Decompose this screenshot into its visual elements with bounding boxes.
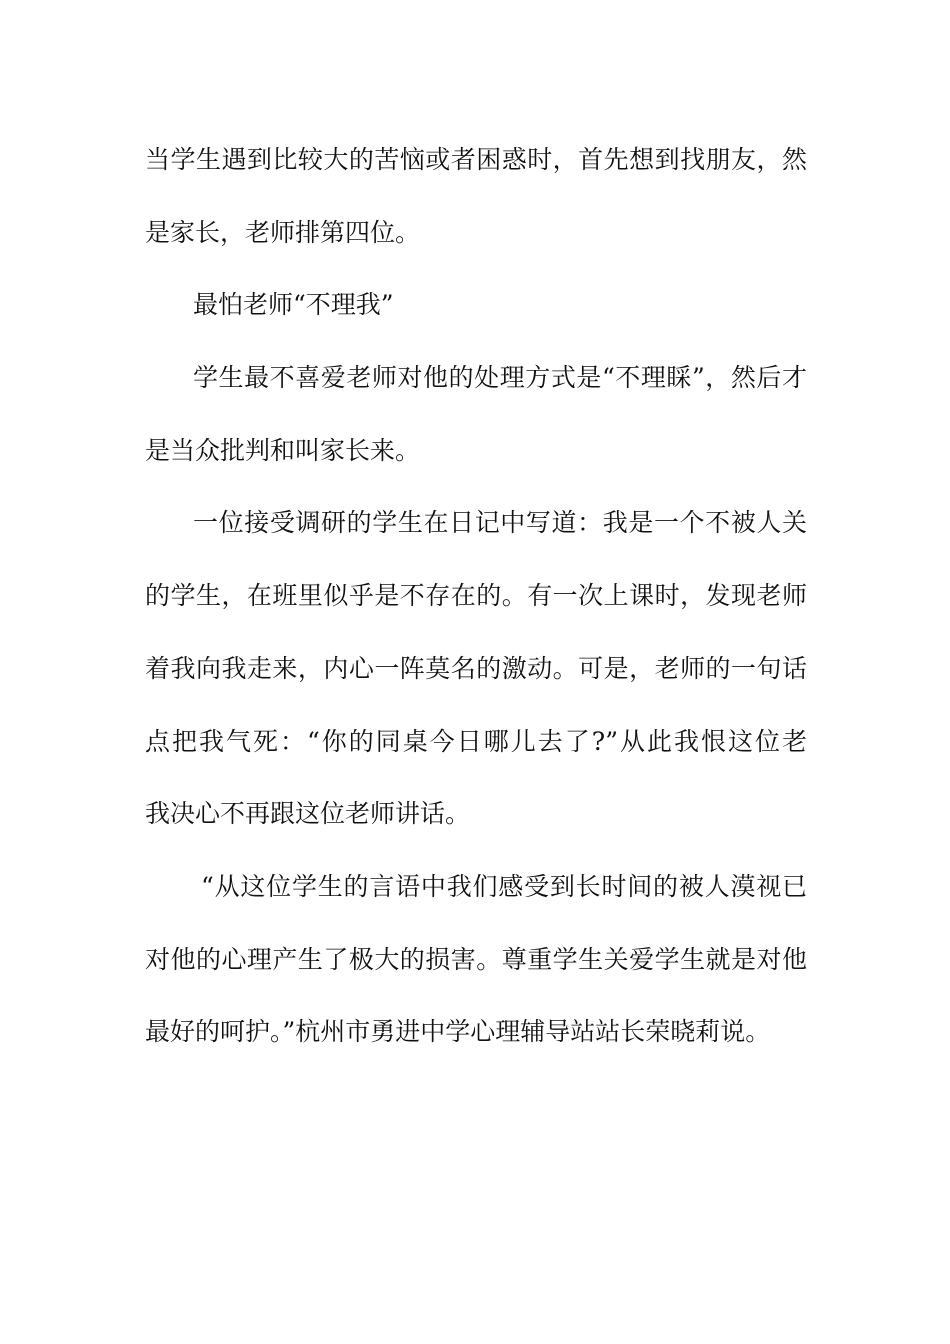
text-line: “从这位学生的言语中我们感受到长时间的被人漠视已 xyxy=(201,871,807,901)
text-line: 学生最不喜爱老师对他的处理方式是“不理睬”，然后才 xyxy=(193,363,807,393)
text-line: 着我向我走来，内心一阵莫名的激动。可是，老师的一句话 xyxy=(145,653,807,683)
section-heading: 最怕老师“不理我” xyxy=(193,290,394,320)
text-line: 对他的心理产生了极大的损害。尊重学生关爱学生就是对他 xyxy=(145,944,807,974)
text-line: 点把我气死：“你的同桌今日哪儿去了?”从此我恨这位老 xyxy=(145,726,807,756)
document-body xyxy=(145,124,807,1069)
text-line: 是当众批判和叫家长来。 xyxy=(145,435,421,465)
text-line: 当学生遇到比较大的苦恼或者困惑时，首先想到找朋友，然 xyxy=(145,145,807,174)
text-line: 一位接受调研的学生在日记中写道：我是一个不被人关 xyxy=(193,508,807,538)
text-line: 最好的呵护。”杭州市勇进中学心理辅导站站长荣晓莉说。 xyxy=(145,1017,771,1047)
text-line: 我决心不再跟这位老师讲话。 xyxy=(145,799,471,829)
text-line: 的学生，在班里似乎是不存在的。有一次上课时，发现老师 xyxy=(145,581,807,611)
text-line: 是家长，老师排第四位。 xyxy=(145,217,421,247)
